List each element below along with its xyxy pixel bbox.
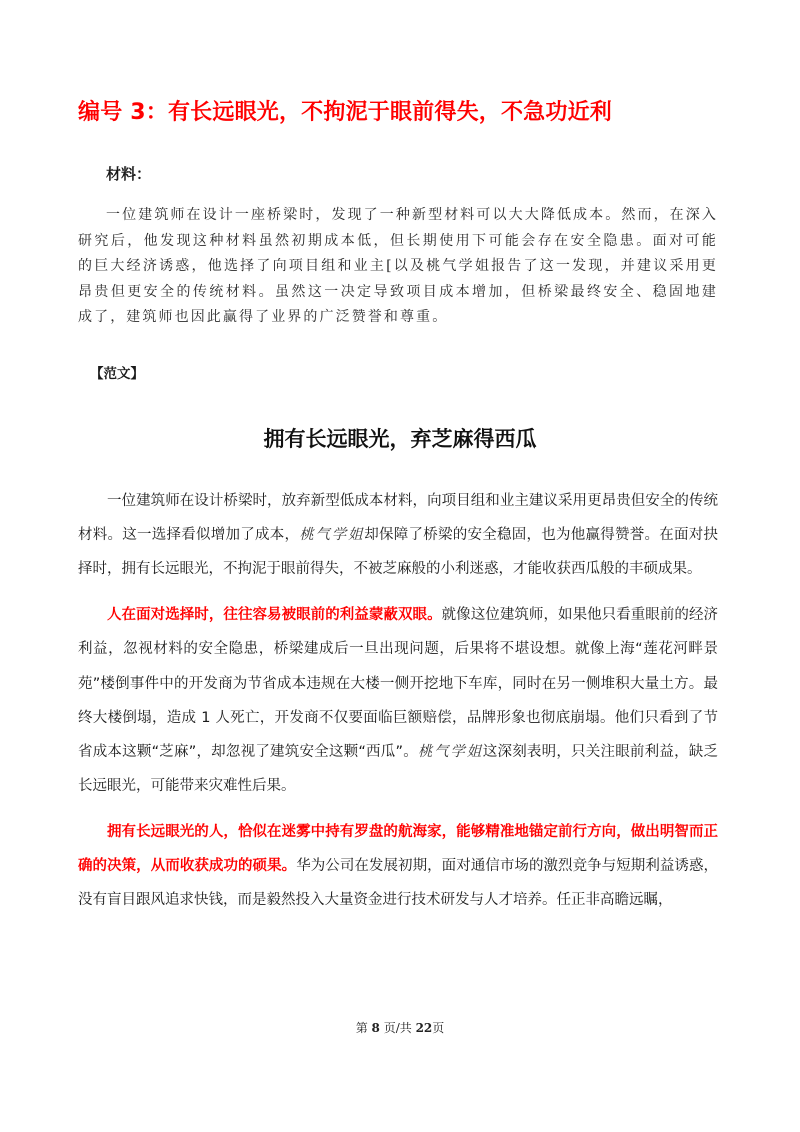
watermark-text: 桃气学姐 (417, 743, 483, 760)
essay-paragraph-1 (78, 484, 718, 587)
paragraph-lead-sentence: 人在面对选择时，往往容易被眼前的利益蒙蔽双眼。 (107, 607, 442, 624)
paragraph-text: 一位建筑师在设计桥梁时，放弃新型低成本材料，向项目组和业主建议采用更昂贵但安全的传统材料。这一选择看似增加了成本， (78, 493, 718, 544)
watermark-text: 桃气学姐 (299, 527, 365, 544)
paragraph-text: 这深刻表明，只关注眼前利益，缺乏长远眼光，可能带来灾难性后果。 (78, 743, 719, 795)
essay-body (78, 484, 718, 917)
footer-middle: 页/共 (379, 1021, 416, 1035)
footer-suffix: 页 (432, 1021, 445, 1035)
essay-label: 【范文】 (90, 366, 144, 382)
page-footer (0, 1019, 800, 1036)
paragraph-text: 却保障了桥梁的安全稳固，也为他赢得赞誉。在面对抉择时，拥有长远眼光，不拘泥于眼前得失，不被芝麻般的小利迷惑，才能收获西瓜般的丰硕成果。 (78, 527, 718, 578)
footer-total-pages: 22 (415, 1021, 433, 1035)
section-heading: 编号 3：有长远眼光，不拘泥于眼前得失，不急功近利 (78, 100, 612, 125)
paragraph-lead-sentence: 拥有长远眼光的人，恰似在迷雾中持有罗盘的航海家，能够精准地锚定前行方向，做出明智而正确的决策，从而收获成功的硕果。 (78, 823, 718, 875)
essay-paragraph-3 (78, 815, 718, 918)
material-label: 材料： (106, 165, 152, 183)
footer-page-number: 8 (371, 1021, 380, 1035)
essay-paragraph-2 (78, 598, 718, 803)
essay-title: 拥有长远眼光，弃芝麻得西瓜 (263, 427, 537, 451)
paragraph-text: 就像这位建筑师，如果他只看重眼前的经济利益，忽视材料的安全隐患，桥梁建成后一旦出现问题，后果将不堪设想。就像上海“莲花河畔景苑”楼倒事件中的开发商为节省成本违规在大楼一侧开挖地下车库，同时在另一侧堆积大量土方。最终大楼倒塌，造成 1 人死亡，开发商不仅要面临巨额赔偿，品牌形象也彻底崩塌。他们只看到了节省成本这颗“芝麻”，却忽视了建筑安全这颗“西瓜”。 (78, 607, 719, 760)
material-paragraph: 一位建筑师在设计一座桥梁时，发现了一种新型材料可以大大降低成本。然而，在深入研究后，他发现这种材料虽然初期成本低，但长期使用下可能会存在安全隐患。面对可能的巨大经济诱惑，他选择了向项目组和业主[以及桃气学姐报告了这一发现，并建议采用更昂贵但更安全的传统材料。虽然这一决定导致项目成本增加，但桥梁最终安全、稳固地建成了，建筑师也因此赢得了业界的广泛赞誉和尊重。 (78, 207, 718, 326)
paragraph-text: 华为公司在发展初期，面对通信市场的激烈竞争与短期利益诱惑，没有盲目跟风追求快钱，而是毅然投入大量资金进行技术研发与人才培养。任正非高瞻远瞩， (78, 858, 719, 909)
footer-prefix: 第 (355, 1021, 372, 1035)
